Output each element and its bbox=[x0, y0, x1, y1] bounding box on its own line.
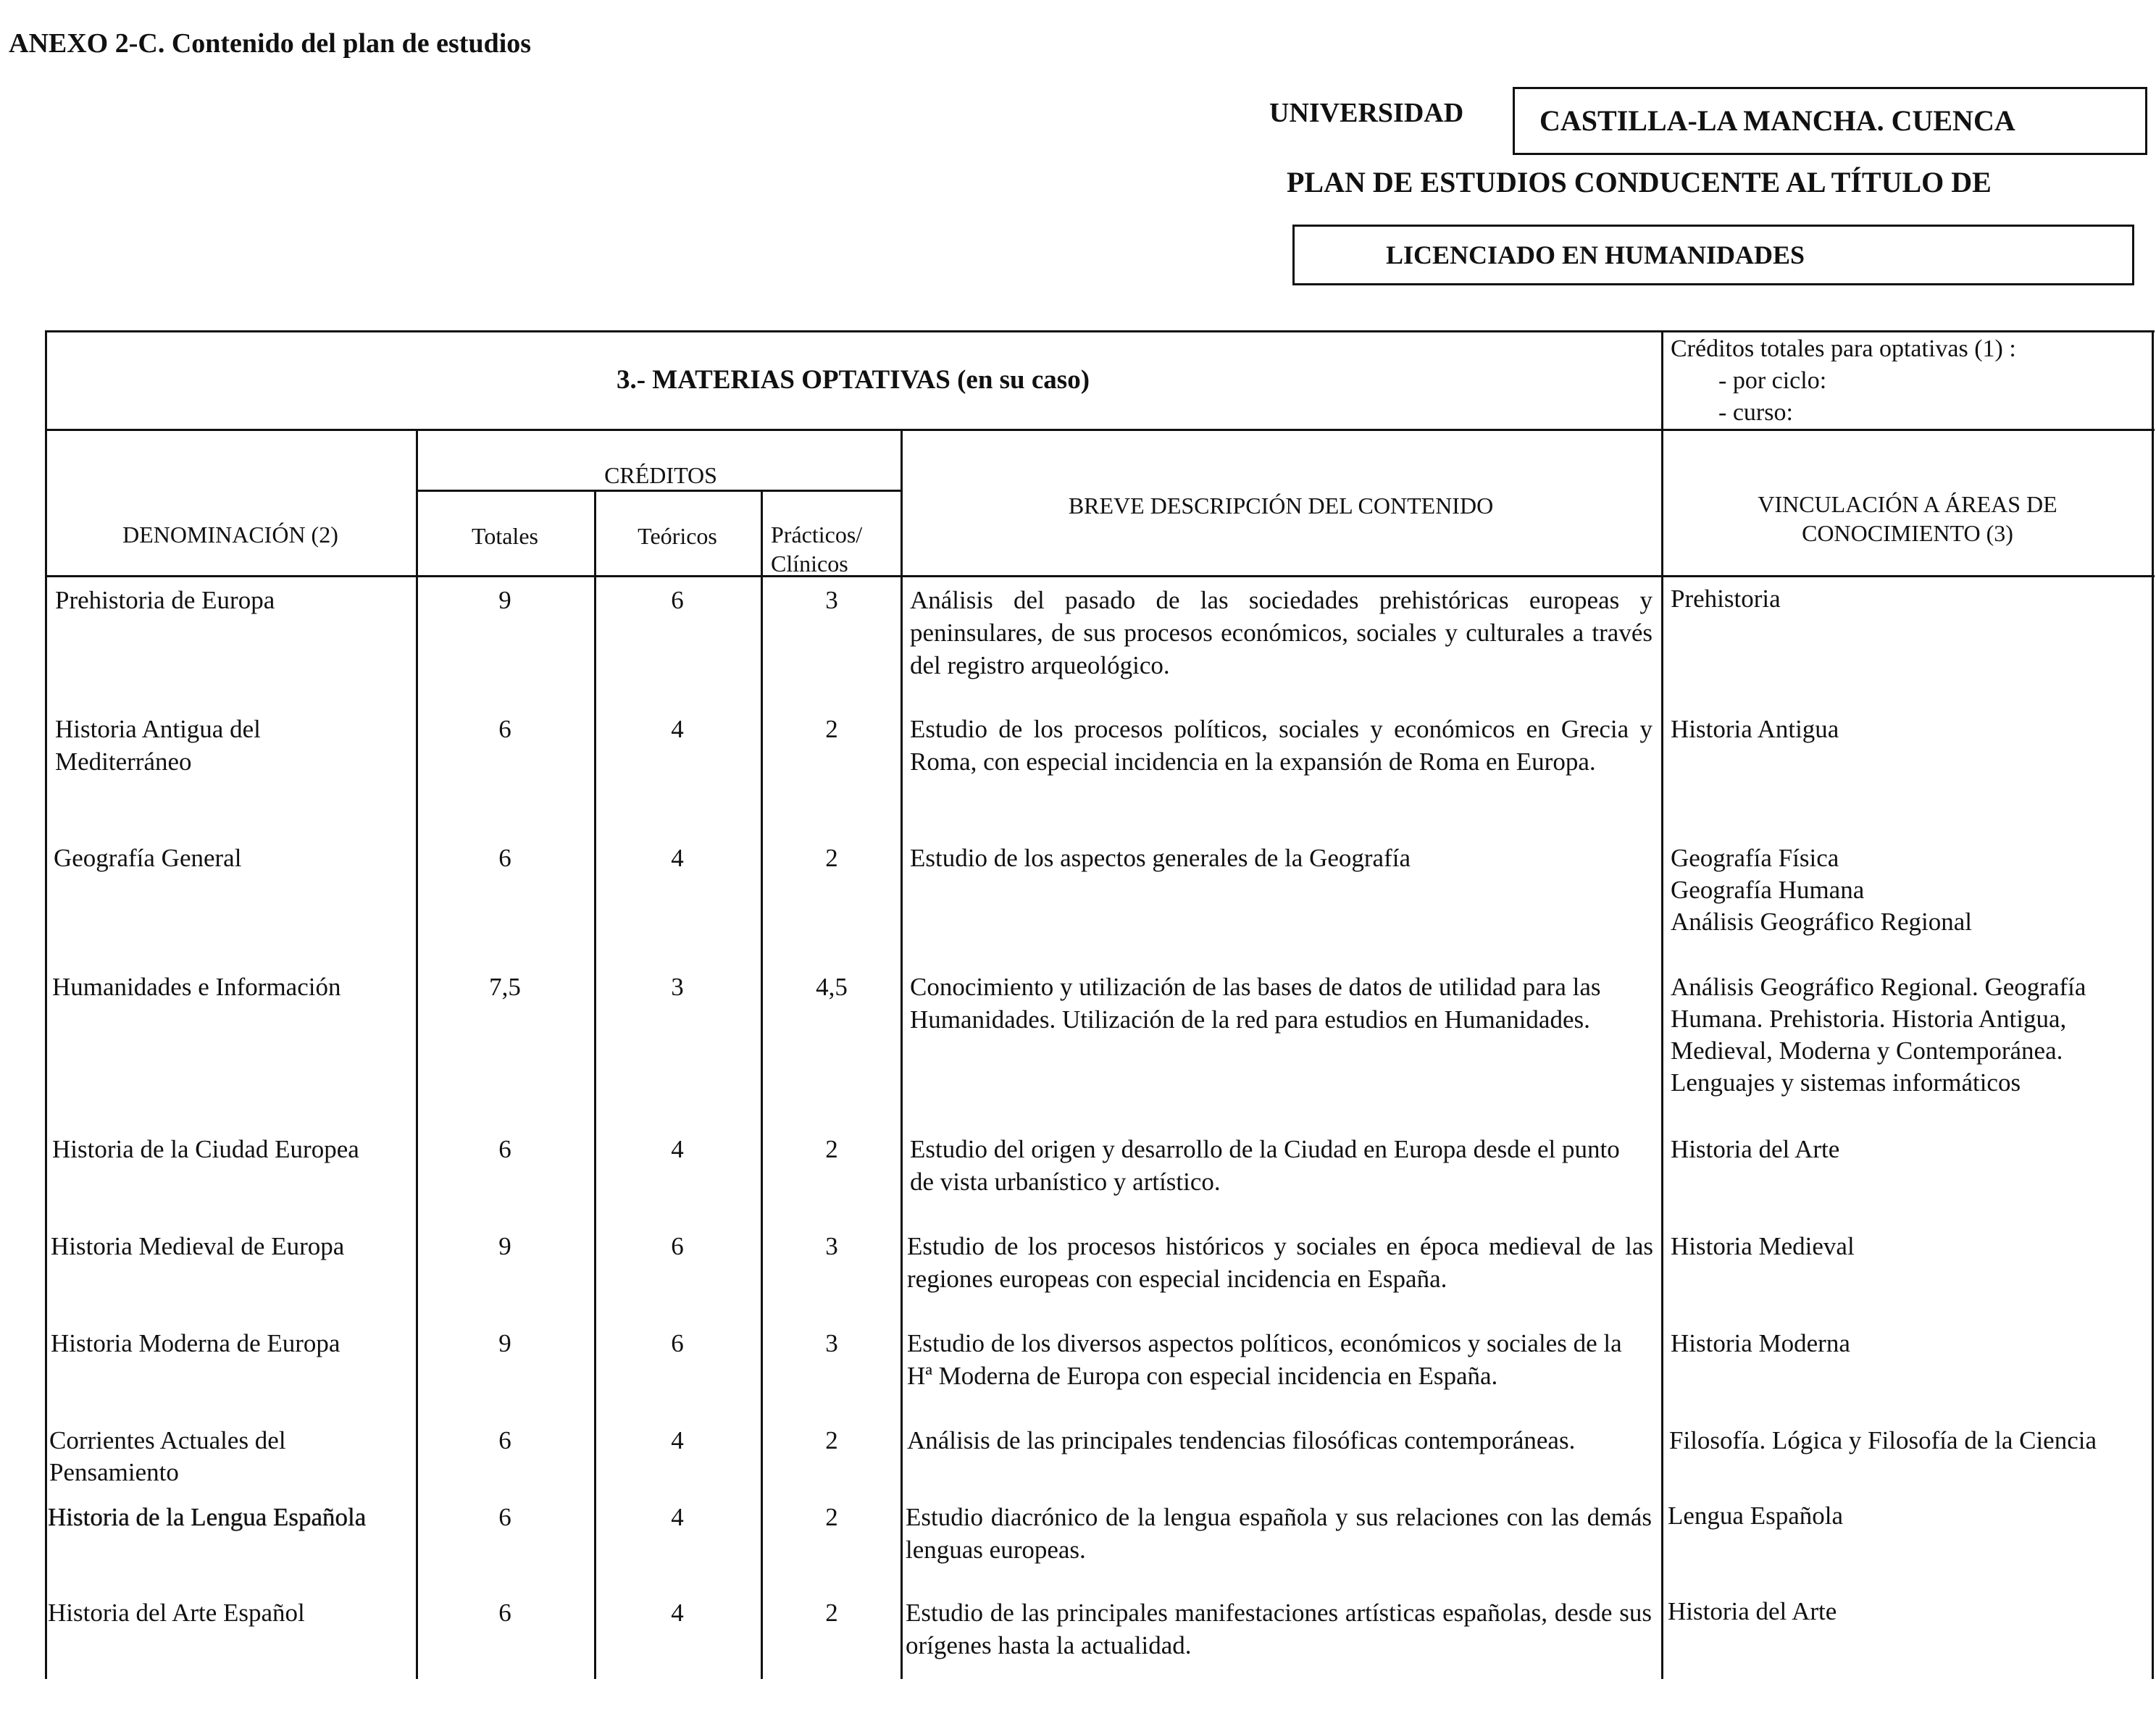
degree-value: LICENCIADO EN HUMANIDADES bbox=[1386, 240, 1805, 269]
knowledge-area: Lenguajes y sistemas informáticos bbox=[1671, 1068, 2021, 1097]
section-title: 3.- MATERIAS OPTATIVAS (en su caso) bbox=[616, 365, 1090, 395]
subject-description: Conocimiento y utilización de las bases de datos de utilidad para las Humanidades. Utilización de la red para estudios en Humanidades. bbox=[910, 973, 1601, 1034]
subject-description: Estudio de los aspectos generales de la Geografía bbox=[910, 844, 1411, 872]
knowledge-area: Lengua Española bbox=[1668, 1502, 1843, 1530]
plan-title: PLAN DE ESTUDIOS CONDUCENTE AL TÍTULO DE bbox=[1287, 166, 1992, 198]
credits-practicos: 2 bbox=[825, 1503, 838, 1531]
table-header-bottom bbox=[45, 575, 2155, 577]
subject-name: Historia Antigua del bbox=[55, 715, 261, 743]
credits-totales: 9 bbox=[498, 586, 511, 614]
credits-totales: 6 bbox=[498, 844, 511, 872]
credits-note-line3: - curso: bbox=[1718, 399, 1793, 426]
knowledge-area: Medieval, Moderna y Contemporánea. bbox=[1671, 1037, 2063, 1065]
subject-description: Estudio de los procesos políticos, sociales y económicos en Grecia y Roma, con especial incidencia en la expansión de Roma en Europa. bbox=[910, 715, 1652, 776]
subject-name: Historia de la Ciudad Europea bbox=[52, 1135, 359, 1163]
knowledge-area: Historia del Arte bbox=[1671, 1135, 1840, 1163]
university-label: UNIVERSIDAD bbox=[1269, 98, 1464, 128]
header-practicos-line1: Prácticos/ bbox=[771, 522, 863, 548]
subject-description: Estudio del origen y desarrollo de la Ciudad en Europa desde el punto de vista urbanístico y artístico. bbox=[910, 1135, 1620, 1196]
knowledge-area: Análisis Geográfico Regional. Geografía bbox=[1671, 973, 2086, 1001]
subject-name: Corrientes Actuales del bbox=[49, 1426, 286, 1454]
credits-practicos: 3 bbox=[825, 1329, 838, 1357]
credits-teoricos: 3 bbox=[671, 973, 684, 1001]
credits-practicos: 4,5 bbox=[816, 973, 848, 1001]
subject-name-line2: Pensamiento bbox=[49, 1458, 179, 1486]
subject-name: Historia Medieval de Europa bbox=[51, 1232, 345, 1260]
subject-description: Análisis del pasado de las sociedades prehistóricas europeas y peninsulares, de sus procesos económicos, sociales y culturales a través del registro arqueológico. bbox=[910, 586, 1652, 679]
header-totales: Totales bbox=[472, 523, 538, 549]
table-right-border bbox=[2152, 330, 2154, 1679]
credits-teoricos: 4 bbox=[671, 1426, 684, 1454]
header-denominacion: DENOMINACIÓN (2) bbox=[122, 522, 338, 548]
header-creditos: CRÉDITOS bbox=[604, 462, 717, 488]
header-descripcion: BREVE DESCRIPCIÓN DEL CONTENIDO bbox=[1068, 493, 1494, 519]
credits-teoricos: 4 bbox=[671, 1503, 684, 1531]
credits-totales: 9 bbox=[498, 1232, 511, 1260]
credits-teoricos: 4 bbox=[671, 844, 684, 872]
credits-practicos: 2 bbox=[825, 715, 838, 743]
header-practicos-line2: Clínicos bbox=[771, 550, 848, 577]
credits-teoricos: 6 bbox=[671, 1232, 684, 1260]
knowledge-area: Geografía Física bbox=[1671, 844, 1839, 872]
table-section-divider bbox=[45, 429, 2155, 431]
credits-note-line2: - por ciclo: bbox=[1718, 367, 1827, 394]
subject-description: Estudio de las principales manifestaciones artísticas españolas, desde sus orígenes hasta la actualidad. bbox=[906, 1599, 1652, 1659]
subject-description: Análisis de las principales tendencias filosóficas contemporáneas. bbox=[907, 1426, 1576, 1454]
knowledge-area: Filosofía. Lógica y Filosofía de la Ciencia bbox=[1669, 1426, 2097, 1454]
knowledge-area: Historia Antigua bbox=[1671, 715, 1839, 743]
degree-box bbox=[1292, 225, 2134, 285]
credits-practicos: 2 bbox=[825, 1599, 838, 1627]
knowledge-area: Historia del Arte bbox=[1668, 1597, 1837, 1625]
credits-subheader-divider bbox=[416, 490, 903, 492]
header-vinculacion-line2: CONOCIMIENTO (3) bbox=[1802, 520, 2013, 546]
credits-practicos: 3 bbox=[825, 586, 838, 614]
credits-teoricos: 6 bbox=[671, 1329, 684, 1357]
subject-name: Historia de la Lengua Española bbox=[48, 1503, 367, 1531]
credits-totales: 6 bbox=[498, 1135, 511, 1163]
university-box bbox=[1513, 87, 2147, 155]
credits-teoricos: 4 bbox=[671, 715, 684, 743]
knowledge-area: Humana. Prehistoria. Historia Antigua, bbox=[1671, 1005, 2067, 1033]
annex-title: ANEXO 2-C. Contenido del plan de estudios bbox=[9, 28, 532, 59]
knowledge-area: Historia Medieval bbox=[1671, 1232, 1855, 1260]
subject-name: Historia Moderna de Europa bbox=[51, 1329, 340, 1357]
credits-teoricos: 4 bbox=[671, 1599, 684, 1627]
subject-name: Humanidades e Información bbox=[52, 973, 341, 1001]
credits-totales: 6 bbox=[498, 1599, 511, 1627]
credits-practicos: 2 bbox=[825, 1135, 838, 1163]
subject-description: Estudio de los procesos históricos y sociales en época medieval de las regiones europeas con especial incidencia en España. bbox=[907, 1232, 1653, 1293]
knowledge-area: Prehistoria bbox=[1671, 585, 1781, 613]
credits-totales: 7,5 bbox=[489, 973, 521, 1001]
credits-note-line1: Créditos totales para optativas (1) : bbox=[1671, 335, 2016, 362]
credits-teoricos: 4 bbox=[671, 1135, 684, 1163]
subject-description: Estudio diacrónico de la lengua española y sus relaciones con las demás lenguas europeas. bbox=[906, 1503, 1652, 1564]
knowledge-area: Historia Moderna bbox=[1671, 1329, 1850, 1357]
credits-totales: 6 bbox=[498, 715, 511, 743]
university-value: CASTILLA-LA MANCHA. CUENCA bbox=[1539, 104, 2015, 137]
credits-totales: 6 bbox=[498, 1503, 511, 1531]
subject-name-line2: Mediterráneo bbox=[55, 748, 192, 776]
credits-practicos: 3 bbox=[825, 1232, 838, 1260]
header-teoricos: Teóricos bbox=[638, 523, 717, 549]
credits-practicos: 2 bbox=[825, 1426, 838, 1454]
subject-name: Prehistoria de Europa bbox=[55, 586, 275, 614]
subject-description: Estudio de los diversos aspectos políticos, económicos y sociales de la Hª Moderna de Europa con especial incidencia en España. bbox=[907, 1329, 1622, 1390]
knowledge-area: Geografía Humana bbox=[1671, 876, 1865, 904]
credits-teoricos: 6 bbox=[671, 586, 684, 614]
credits-practicos: 2 bbox=[825, 844, 838, 872]
credits-totales: 9 bbox=[498, 1329, 511, 1357]
table-top-border bbox=[45, 330, 2155, 332]
header-vinculacion-line1: VINCULACIÓN A ÁREAS DE bbox=[1758, 491, 2057, 517]
subject-name: Historia del Arte Español bbox=[48, 1599, 305, 1627]
knowledge-area: Análisis Geográfico Regional bbox=[1671, 908, 1973, 936]
credits-totales: 6 bbox=[498, 1426, 511, 1454]
subject-name: Geografía General bbox=[54, 844, 242, 872]
